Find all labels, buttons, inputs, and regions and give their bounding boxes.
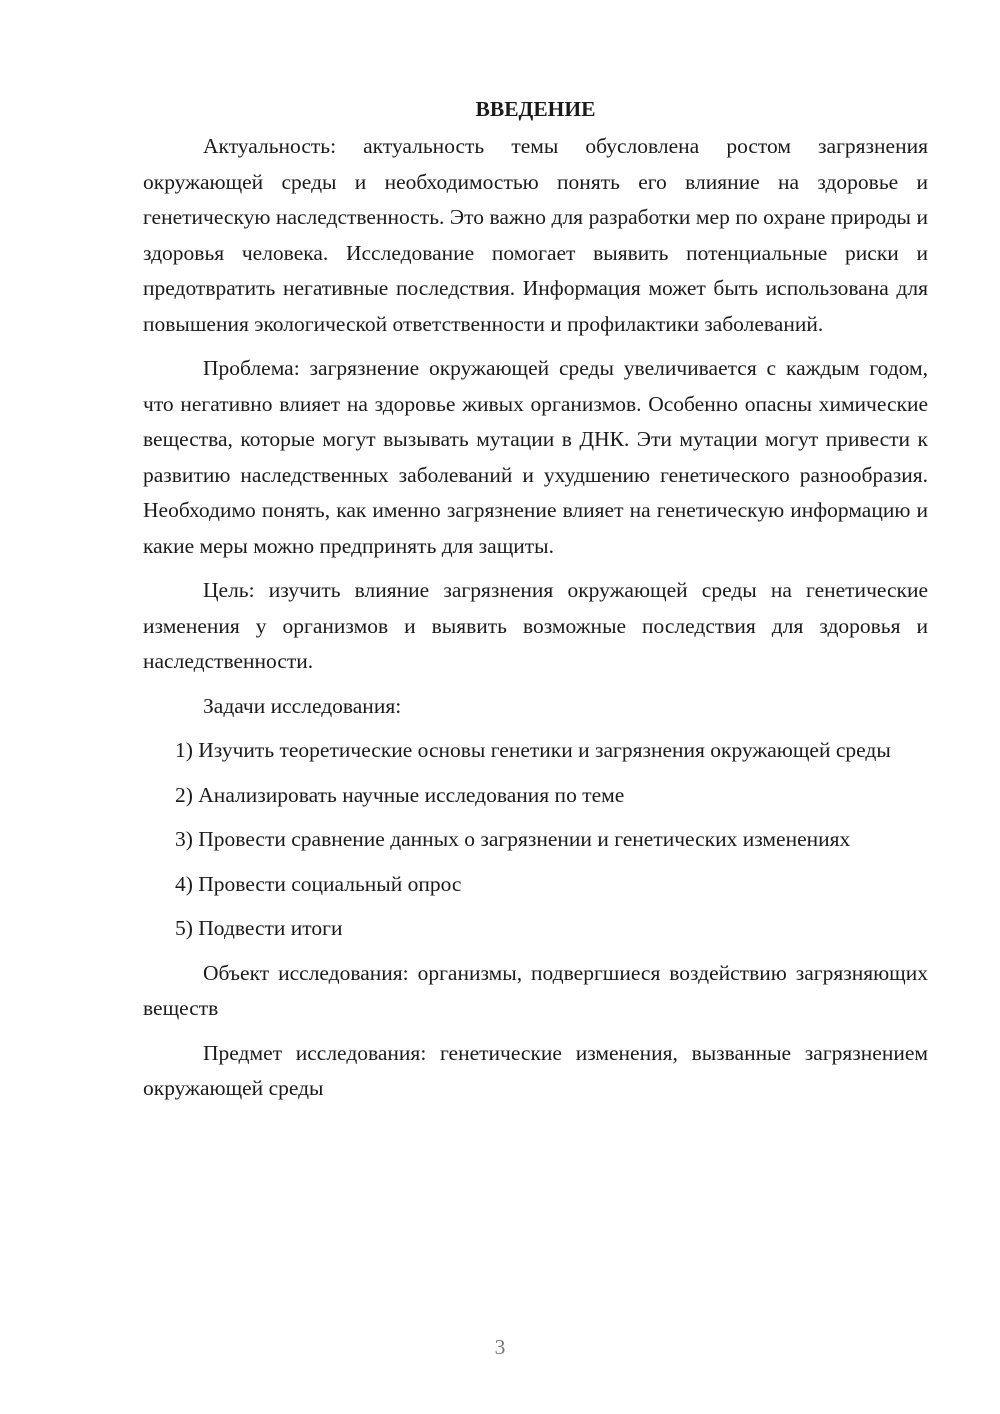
tasks-title: Задачи исследования: [203, 693, 402, 718]
object-paragraph: Объект исследования: организмы, подвергшиеся воздействию загрязняющих веществ [143, 960, 928, 1020]
problem-paragraph: Проблема: загрязнение окружающей среды увеличивается с каждым годом, что негативно влияет на здоровье живых организмов. Особенно опасны химические вещества, которые могут вызывать мутации в ДНК. Эти мутации могут привести к развитию наследственных заболеваний и ухудшению генетического разнообразия. Необходимо понять, как именно загрязнение влияет на генетическую информацию и какие меры можно предпринять для защиты. [143, 356, 928, 558]
task-item: 3) Провести сравнение данных о загрязнении и генетических изменениях [175, 827, 851, 851]
task-item: 1) Изучить теоретические основы генетики и загрязнения окружающей среды [175, 738, 891, 762]
task-item: 4) Провести социальный опрос [175, 871, 462, 896]
task-item: 2) Анализировать научные исследования по теме [175, 782, 625, 807]
page-number: 3 [494, 1335, 506, 1359]
relevance-paragraph: Актуальность: актуальность темы обусловлена ростом загрязнения окружающей среды и необходимостью понять его влияние на здоровье и генетическую наследственность. Это важно для разработки мер по охране природы и здоровья человека. Исследование помогает выявить потенциальные риски и предотвратить негативные последствия. Информация может быть использована для повышения экологической ответственности и профилактики заболеваний. [143, 134, 928, 336]
subject-paragraph: Предмет исследования: генетические изменения, вызванные загрязнением окружающей среды [143, 1040, 928, 1100]
tasks-list [143, 733, 928, 947]
section-heading: ВВЕДЕНИЕ [475, 97, 596, 121]
page-content [143, 91, 928, 1116]
task-item: 5) Подвести итоги [175, 916, 343, 940]
goal-paragraph: Цель: изучить влияние загрязнения окружающей среды на генетические изменения у организмов и выявить возможные последствия для здоровья и наследственности. [143, 578, 928, 673]
